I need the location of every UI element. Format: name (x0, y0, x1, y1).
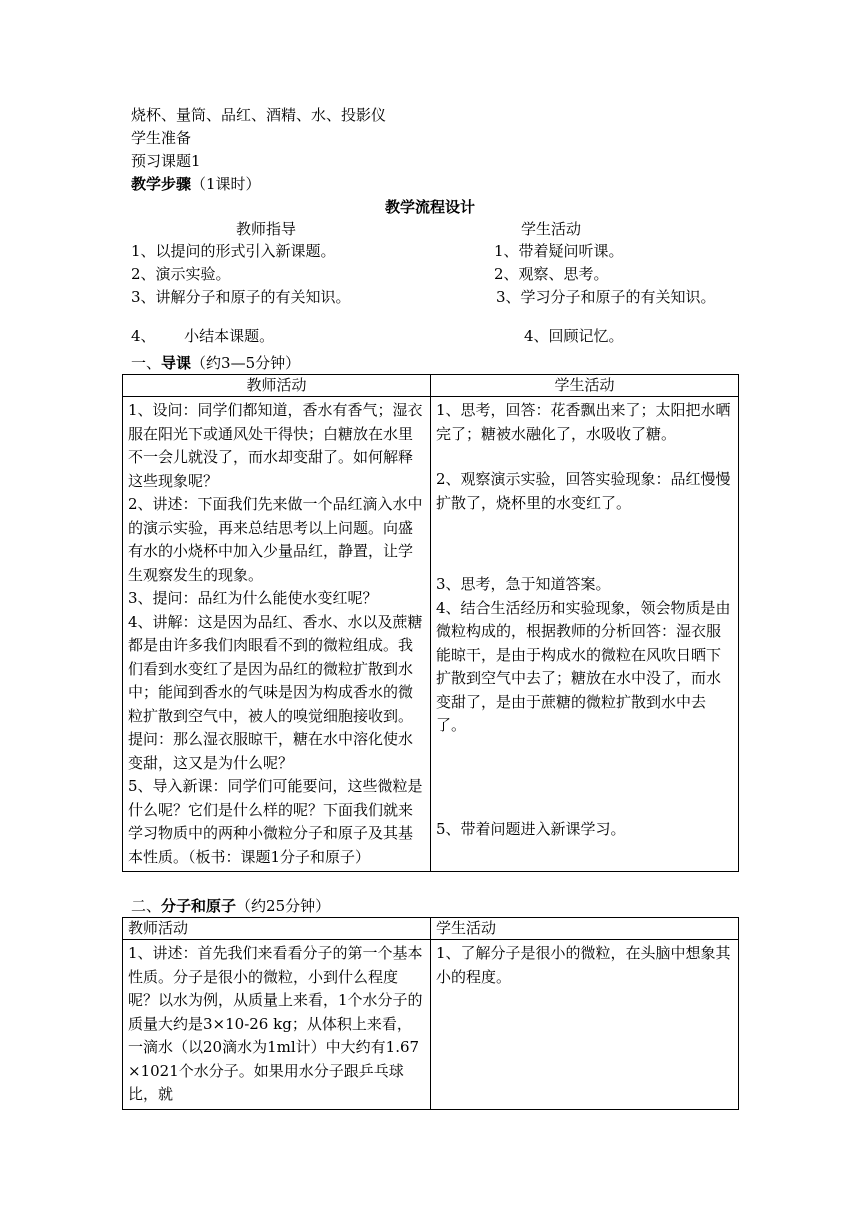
student-paragraph: 3、思考，急于知道答案。 (436, 575, 611, 593)
flow-design-title: 教学流程设计 (384, 198, 475, 216)
table-header-row (123, 375, 739, 397)
table-row (123, 940, 739, 1110)
table-row (123, 397, 739, 872)
section1-teacher-cell (123, 397, 431, 872)
section2-teacher-cell (123, 940, 431, 1110)
flow-teacher-item: 1、以提问的形式引入新课题。 (131, 242, 336, 260)
student-paragraph: 5、带着问题进入新课学习。 (436, 819, 626, 838)
section2-prefix: 二、 (131, 897, 162, 915)
flow-student-item: 2、观察、思考。 (494, 265, 609, 283)
flow-student-item: 3、学习分子和原子的有关知识。 (496, 288, 716, 306)
teaching-steps-note: （1课时） (191, 175, 261, 193)
section1-student-cell (431, 397, 739, 872)
teaching-steps-line (131, 173, 261, 195)
student-paragraph: 1、了解分子是很小的微粒，在头脑中想象其小的程度。 (436, 944, 731, 986)
teacher-paragraph: 5、导入新课：同学们可能要问，这些微粒是什么呢？它们是什么样的呢？下面我们就来学习物质中的两种小微粒分子和原子及其基本性质。（板书：课题1分子和原子） (128, 777, 423, 866)
teaching-steps-label: 教学步骤 (131, 175, 192, 193)
student-paragraph: 2、观察演示实验，回答实验现象：品红慢慢扩散了，烧杯里的水变红了。 (436, 470, 731, 512)
section1-table (122, 374, 739, 872)
flow-teacher-header: 教师指导 (236, 220, 297, 238)
section2-note: （约25分钟） (236, 897, 331, 915)
section1-heading (131, 352, 300, 374)
teacher-paragraph: 1、设问：同学们都知道，香水有香气；湿衣服在阳光下或通风处干得快；白糖放在水里不一会儿就没了，而水却变甜了。如何解释这些现象呢？ (128, 401, 423, 490)
student-paragraph: 1、思考，回答：花香飘出来了；太阳把水晒完了；糖被水融化了，水吸收了糖。 (436, 401, 731, 443)
teacher-paragraph: 3、提问：品红为什么能使水变红呢？ (128, 589, 378, 607)
section2-title: 分子和原子 (161, 897, 237, 915)
section2-table (122, 917, 739, 1110)
student-prep-value: 预习课题1 (131, 152, 201, 170)
table-header-row (123, 918, 739, 940)
student-prep-label: 学生准备 (131, 129, 192, 147)
teacher-paragraph: 4、讲解：这是因为品红、香水、水以及蔗糖都是由许多我们肉眼看不到的微粒组成。我们看到水变红了是因为品红的微粒扩散到水中；能闻到香水的气味是因为构成香水的微粒扩散到空气中，被人的嗅觉细胞接收到。提问：那么湿衣服晾干，糖在水中溶化使水变甜，这又是为什么呢？ (128, 612, 423, 772)
flow-student-header: 学生活动 (521, 220, 582, 238)
flow-teacher-item: 2、演示实验。 (131, 265, 231, 283)
flow-student-item: 1、带着疑问听课。 (494, 242, 624, 260)
teacher-paragraph: 1、讲述：首先我们来看看分子的第一个基本性质。分子是很小的微粒，小到什么程度呢？以水为例，从质量上来看，1个水分子的质量大约是3×10-26 kg；从体积上来看，一滴水（以20滴水为1ml计）中大约有1.67×1021个水分子。如果用水分子跟乒乓球比，就 (128, 944, 423, 1103)
materials-line: 烧杯、量筒、品红、酒精、水、投影仪 (131, 106, 387, 124)
section2-heading (131, 895, 330, 917)
teacher-paragraph: 2、讲述：下面我们先来做一个品红滴入水中的演示实验，再来总结思考以上问题。向盛有水的小烧杯中加入少量品红，静置，让学生观察发生的现象。 (128, 495, 423, 584)
section1-title: 导课 (161, 354, 192, 372)
section2-student-cell (431, 940, 739, 1110)
flow-teacher-item: 3、讲解分子和原子的有关知识。 (131, 288, 351, 306)
section2-teacher-header: 教师活动 (123, 918, 431, 940)
section1-student-header: 学生活动 (431, 375, 739, 397)
section1-prefix: 一、 (131, 354, 162, 372)
student-paragraph: 4、结合生活经历和实验现象，领会物质是由微粒构成的，根据教师的分析回答：湿衣服能晾干，是由于构成水的微粒在风吹日晒下扩散到空气中去了；糖放在水中没了，而水变甜了，是由于蔗糖的微粒扩散到水中去了。 (436, 598, 731, 734)
flow-student-item: 4、回顾记忆。 (524, 327, 624, 345)
section1-note: （约3—5分钟） (191, 354, 301, 372)
section2-student-header: 学生活动 (431, 918, 739, 940)
section1-teacher-header: 教师活动 (123, 375, 431, 397)
flow-teacher-item: 4、 小结本课题。 (131, 327, 275, 345)
